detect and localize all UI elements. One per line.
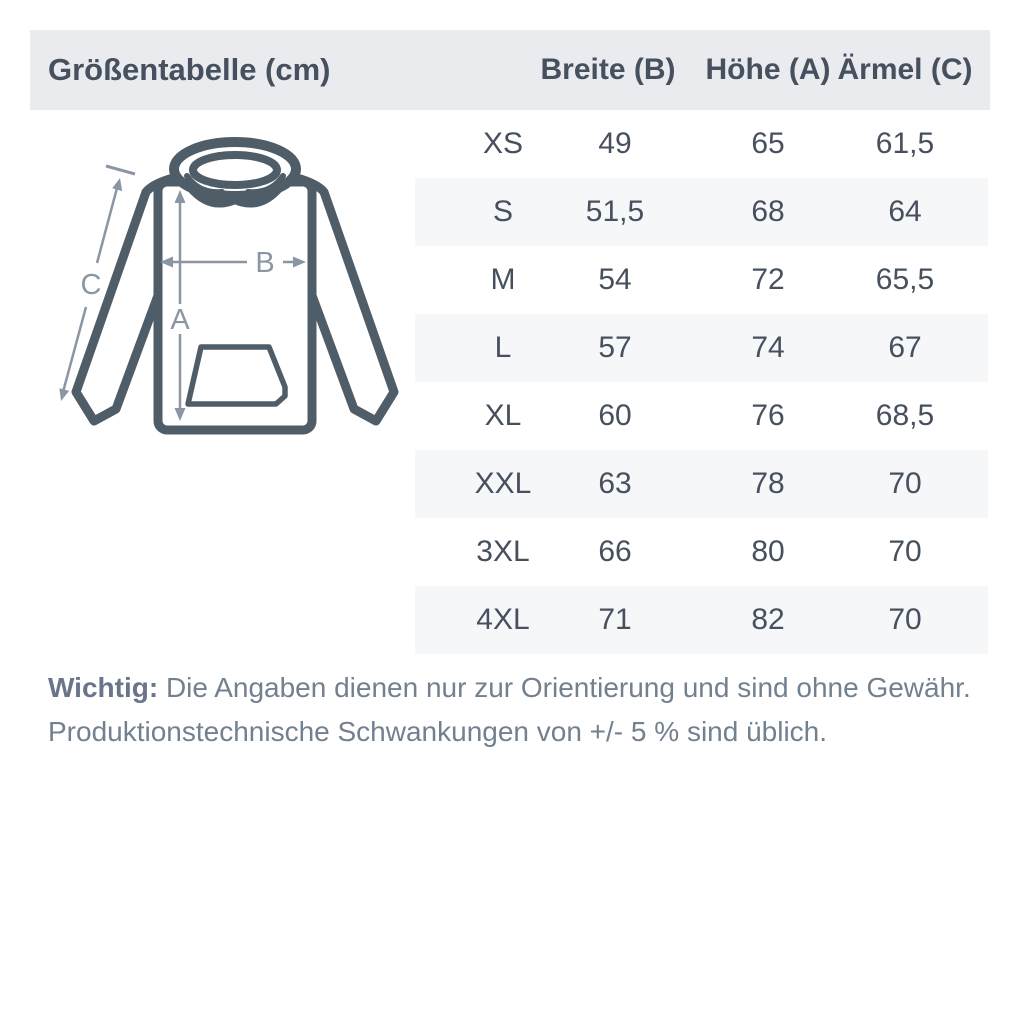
cell-size: XXL [474, 467, 532, 500]
cell-hoehe: 68 [751, 195, 785, 228]
cell-breite: 57 [598, 331, 632, 364]
hoodie-pocket [188, 347, 285, 404]
cell-breite: 60 [598, 399, 632, 432]
cell-size: L [494, 331, 512, 364]
cell-hoehe: 80 [751, 535, 785, 568]
cell-aermel: 67 [888, 331, 922, 364]
cell-aermel: 70 [888, 535, 922, 568]
cell-hoehe: 78 [751, 467, 785, 500]
cell-breite: 63 [598, 467, 632, 500]
table-row [415, 450, 988, 518]
cell-hoehe: 76 [751, 399, 785, 432]
column-header-aermel: Ärmel (C) [837, 53, 973, 86]
diagram-label-b: B [255, 247, 275, 279]
cell-breite: 49 [598, 127, 632, 160]
table-header [30, 30, 990, 110]
page-title: Größentabelle (cm) [48, 52, 331, 87]
table-row [415, 246, 988, 314]
table-row [415, 586, 988, 654]
cell-size: XL [484, 399, 522, 432]
hoodie-measurement-diagram [40, 120, 420, 450]
cell-size: 4XL [476, 603, 530, 636]
size-table [415, 110, 988, 654]
cell-breite: 51,5 [585, 195, 645, 228]
cell-size: 3XL [476, 535, 530, 568]
cell-size: S [492, 195, 513, 228]
cell-size: M [490, 263, 516, 296]
cell-hoehe: 82 [751, 603, 785, 636]
cell-aermel: 64 [888, 195, 922, 228]
disclaimer-note [48, 666, 978, 754]
column-header-hoehe: Höhe (A) [705, 53, 831, 86]
table-row [415, 518, 988, 586]
table-row [415, 382, 988, 450]
hoodie-hood-inner [193, 155, 277, 185]
table-row [415, 314, 988, 382]
note-line1: Die Angaben dienen nur zur Orientierung und sind ohne Gewähr. [158, 672, 971, 703]
measure-c-line [97, 188, 117, 263]
cell-breite: 54 [598, 263, 632, 296]
table-row [415, 110, 988, 178]
cell-size: XS [482, 127, 524, 160]
table-row [415, 178, 988, 246]
measure-c-tick [106, 166, 135, 174]
cell-hoehe: 74 [751, 331, 785, 364]
diagram-label-a: A [170, 304, 190, 336]
column-header-breite: Breite (B) [540, 53, 676, 86]
note-line2: Produktionstechnische Schwankungen von +/- 5 % sind üblich. [48, 716, 828, 747]
diagram-label-c: C [80, 269, 102, 301]
note-label: Wichtig: [48, 672, 159, 703]
cell-aermel: 68,5 [875, 399, 935, 432]
arrowhead-c-bottom [59, 388, 69, 401]
cell-aermel: 70 [888, 603, 922, 636]
cell-aermel: 65,5 [875, 263, 935, 296]
cell-aermel: 61,5 [875, 127, 935, 160]
cell-hoehe: 65 [751, 127, 785, 160]
cell-breite: 66 [598, 535, 632, 568]
cell-aermel: 70 [888, 467, 922, 500]
arrowhead-c-top [112, 178, 122, 191]
cell-breite: 71 [598, 603, 632, 636]
cell-hoehe: 72 [751, 263, 785, 296]
